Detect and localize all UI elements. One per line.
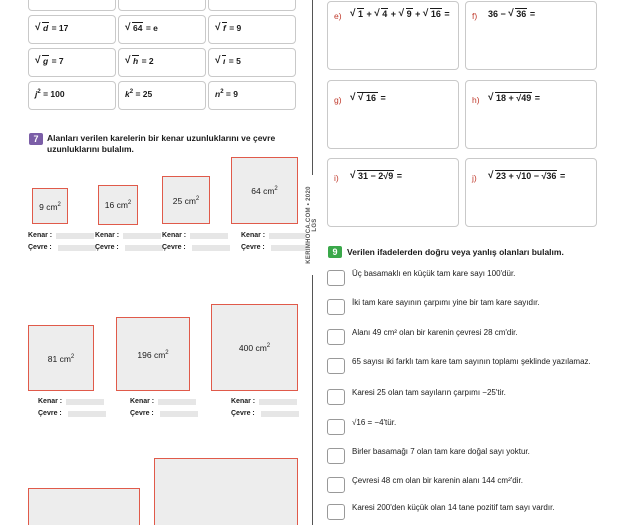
true-false-item-1 — [327, 268, 597, 290]
area-unit: cm — [153, 350, 166, 360]
true-false-item-3 — [327, 327, 597, 349]
kenar-answer-line[interactable] — [269, 233, 307, 239]
cevre-answer-line[interactable] — [160, 411, 198, 417]
expression-box-g — [327, 80, 459, 149]
expression-label: f) — [472, 11, 478, 21]
expression-label: g) — [334, 95, 342, 105]
statement-text: 65 sayısı iki farklı tam kare tam sayının toplamı şeklinde yazılamaz. — [352, 357, 591, 366]
area-value: 25 — [172, 196, 183, 206]
area-unit: cm — [255, 343, 267, 353]
sidebar-watermark — [306, 175, 318, 275]
value-text: = 17 — [51, 23, 69, 33]
radicand: 31 − 2√9 — [358, 171, 394, 181]
kenar-answer-line[interactable] — [190, 233, 228, 239]
equals-sign: = — [559, 171, 566, 181]
question-7-title-line2: uzunluklarını bulalım. — [47, 144, 134, 154]
statement-text: Karesi 200'den küçük olan 14 tane pozitif tam sayı vardır. — [352, 503, 555, 512]
area-unit: cm — [184, 196, 196, 206]
value-text: = 9 — [225, 89, 238, 99]
cevre-label: Çevre : — [231, 410, 255, 417]
cevre-label: Çevre : — [28, 244, 52, 251]
cevre-answer-line[interactable] — [192, 245, 230, 251]
expression-e: √ 1 + √ 4 + √ 9 + √ 16 = — [350, 9, 450, 19]
cevre-answer-line[interactable] — [58, 245, 96, 251]
expression-box-e — [327, 1, 459, 70]
square-196: 196 $cm^2$ — [116, 317, 190, 391]
kenar-answer-line[interactable] — [123, 233, 161, 239]
square-bottom-left — [28, 488, 140, 525]
area-value: 16 — [104, 200, 115, 210]
var-box-64: √ 64 = e — [118, 15, 206, 44]
answer-checkbox[interactable] — [327, 477, 345, 493]
expression-label: e) — [334, 11, 342, 21]
true-false-item-7 — [327, 446, 597, 468]
expression-text: 36 − — [488, 9, 506, 19]
value-text: = e — [145, 23, 158, 33]
kenar-answer-line[interactable] — [56, 233, 94, 239]
cevre-label: Çevre : — [130, 410, 154, 417]
equals-sign: = — [529, 9, 536, 19]
value-text: = 2 — [141, 56, 154, 66]
answer-lines-196 — [130, 396, 198, 420]
statement-text: √16 = −4'tür. — [352, 418, 397, 427]
answer-lines-81 — [38, 396, 106, 420]
radicand: 23 + √10 − √36 — [496, 171, 557, 181]
question-7-title-line1: Alanları verilen karelerin bir kenar uzunluklarını ve çevre — [47, 133, 276, 143]
answer-checkbox[interactable] — [327, 504, 345, 520]
cevre-label: Çevre : — [38, 410, 62, 417]
value-text: = 25 — [135, 89, 153, 99]
area-value: 400 — [238, 343, 254, 353]
equals-sign: = — [380, 93, 386, 103]
kenar-answer-line[interactable] — [158, 399, 196, 405]
var-box-g: √ g = 7 — [28, 48, 116, 77]
true-false-item-4 — [327, 356, 597, 378]
equals-sign: = — [396, 171, 402, 181]
true-false-item-6 — [327, 417, 597, 439]
value-text: = 7 — [51, 56, 64, 66]
var-box-top-3 — [208, 0, 296, 11]
kenar-label: Kenar : — [130, 398, 155, 405]
kenar-label: Kenar : — [162, 232, 187, 239]
kenar-label: Kenar : — [28, 232, 53, 239]
kenar-answer-line[interactable] — [66, 399, 104, 405]
expression-label: h) — [472, 95, 480, 105]
area-unit: cm — [59, 354, 71, 364]
expression-i — [350, 171, 402, 181]
cevre-answer-line[interactable] — [68, 411, 106, 417]
square-400: 400 $cm^2$ — [211, 304, 298, 391]
var-box-k: $k^2 = 25$ — [118, 81, 206, 110]
area-value: 64 — [251, 186, 261, 196]
sidebar-watermark-text: KERIMHOCA.COM • 2020 LGS — [306, 186, 318, 264]
var-box-n: $n^2 = 9$ — [208, 81, 296, 110]
true-false-item-2 — [327, 297, 597, 319]
cevre-answer-line[interactable] — [261, 411, 299, 417]
answer-checkbox[interactable] — [327, 419, 345, 435]
expression-j — [488, 171, 565, 181]
expression-label: j) — [472, 173, 477, 183]
value-text: = 5 — [228, 56, 241, 66]
area-value: 9 — [39, 202, 44, 212]
question-7-title — [47, 133, 307, 155]
question-9-number: 9 — [328, 246, 342, 258]
square-81: 81 $cm^2$ — [28, 325, 94, 391]
equals-sign: = — [444, 9, 450, 19]
true-false-item-8 — [327, 475, 597, 497]
area-unit: cm — [263, 186, 275, 196]
statement-text: Birler basamağı 7 olan tam kare doğal sayı yoktur. — [352, 447, 530, 456]
square-25: 25 $cm^2$ — [162, 176, 210, 224]
area-unit: cm — [46, 202, 58, 212]
area-unit: cm — [116, 200, 128, 210]
answer-checkbox[interactable] — [327, 358, 345, 374]
true-false-item-9 — [327, 502, 597, 524]
cevre-answer-line[interactable] — [125, 245, 163, 251]
var-box-top-1 — [28, 0, 116, 11]
equals-sign: = — [534, 93, 540, 103]
answer-checkbox[interactable] — [327, 270, 345, 286]
expression-box-i — [327, 158, 459, 227]
area-value: 196 — [137, 350, 152, 360]
statement-text: Üç basamaklı en küçük tam kare sayı 100'dür. — [352, 269, 516, 278]
answer-checkbox[interactable] — [327, 389, 345, 405]
kenar-answer-line[interactable] — [259, 399, 297, 405]
statement-text: Alanı 49 cm² olan bir karenin çevresi 28 cm'dir. — [352, 328, 518, 337]
value-text: = 9 — [229, 23, 242, 33]
kenar-label: Kenar : — [231, 398, 256, 405]
question-9-title: Verilen ifadelerden doğru veya yanlış olanları bulalım. — [347, 247, 564, 257]
answer-checkbox[interactable] — [327, 299, 345, 315]
cevre-label: Çevre : — [241, 244, 265, 251]
statement-text: Karesi 25 olan tam sayıların çarpımı −25'tir. — [352, 388, 506, 397]
answer-lines-25 — [162, 230, 230, 254]
answer-lines-400 — [231, 396, 299, 420]
var-box-h: √ h = 2 — [118, 48, 206, 77]
expression-h — [488, 93, 540, 103]
expression-f — [488, 9, 535, 19]
expression-box-f — [465, 1, 597, 70]
kenar-label: Kenar : — [38, 398, 63, 405]
radicand: 18 + √49 — [496, 93, 532, 103]
answer-lines-9 — [28, 230, 96, 254]
kenar-label: Kenar : — [95, 232, 120, 239]
square-bottom-right — [154, 458, 298, 525]
expression-g: √ √ 16 = — [350, 93, 386, 103]
var-box-d: √ d = 17 — [28, 15, 116, 44]
value-text: = 100 — [43, 89, 65, 99]
cevre-answer-line[interactable] — [271, 245, 309, 251]
answer-checkbox[interactable] — [327, 329, 345, 345]
statement-text: Çevresi 48 cm olan bir karenin alanı 144 cm²'dir. — [352, 476, 523, 485]
answer-lines-64 — [241, 230, 309, 254]
answer-lines-16 — [95, 230, 163, 254]
true-false-item-5 — [327, 387, 597, 409]
var-box-i: √ ı = 5 — [208, 48, 296, 77]
kenar-label: Kenar : — [241, 232, 266, 239]
square-16: 16 $cm^2$ — [98, 185, 138, 225]
area-value: 81 — [47, 354, 58, 364]
cevre-label: Çevre : — [162, 244, 186, 251]
question-7-number: 7 — [29, 133, 43, 145]
statement-text: İki tam kare sayının çarpımı yine bir tam kare sayıdır. — [352, 298, 540, 307]
var-box-j: $j^2 = 100$ — [28, 81, 116, 110]
radicand: 36 — [516, 9, 527, 19]
square-64: 64 $cm^2$ — [231, 157, 298, 224]
square-9: 9 $cm^2$ — [32, 188, 68, 224]
var-box-top-2 — [118, 0, 206, 11]
cevre-label: Çevre : — [95, 244, 119, 251]
var-box-f: √ f = 9 — [208, 15, 296, 44]
expression-box-j — [465, 158, 597, 227]
answer-checkbox[interactable] — [327, 448, 345, 464]
expression-label: i) — [334, 173, 339, 183]
expression-box-h — [465, 80, 597, 149]
